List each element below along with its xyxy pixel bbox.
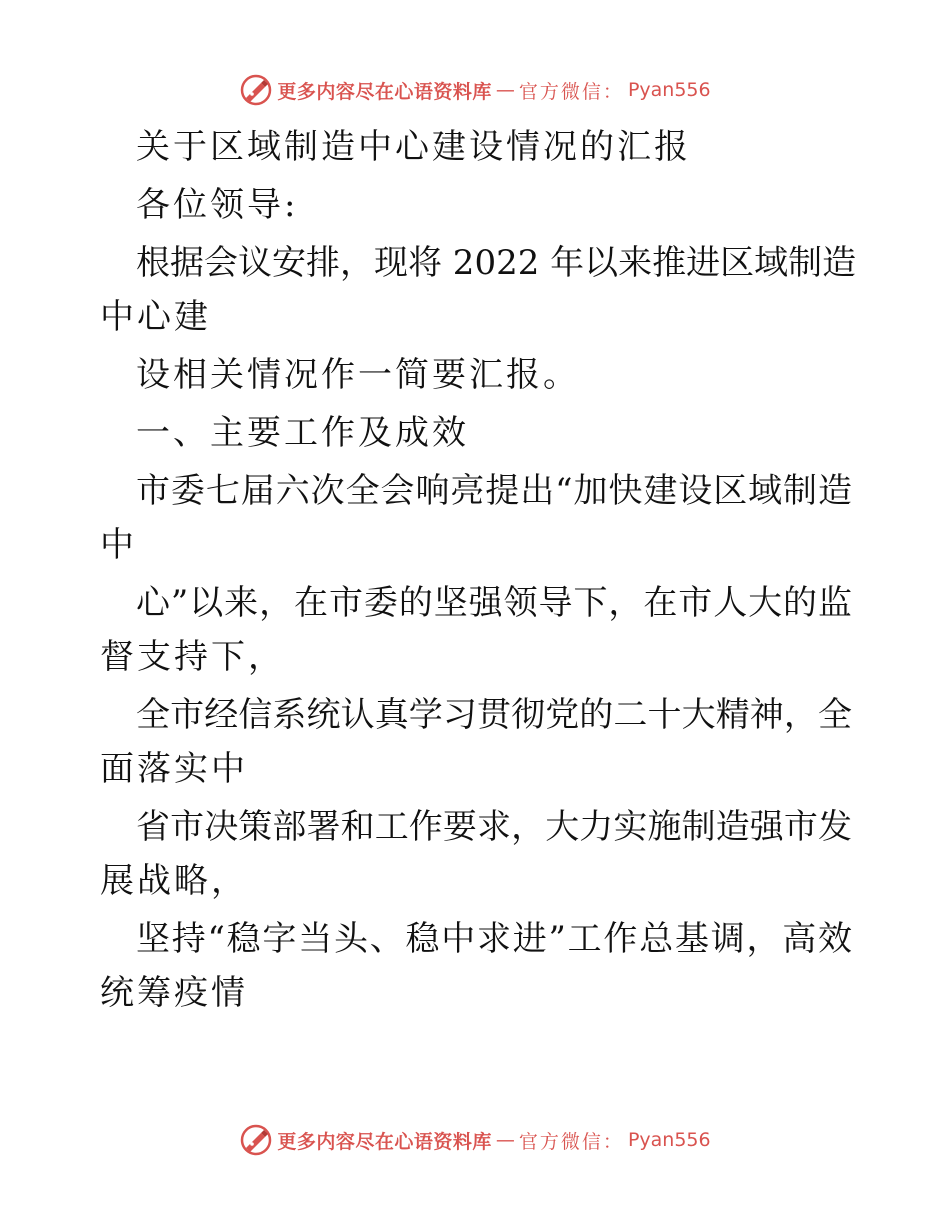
watermark-content — [239, 73, 710, 107]
watermark-site-text: 更多内容尽在心语资料库 — [277, 80, 492, 103]
paragraph-line: 中心建 — [100, 297, 211, 337]
salutation: 各位领导: — [136, 185, 299, 225]
watermark-dash: — — [495, 79, 515, 101]
paragraph-line: 全市经信系统认真学习贯彻党的二十大精神，全 — [136, 695, 852, 735]
paragraph-line: 展战略， — [100, 861, 248, 901]
paragraph-line: 设相关情况作一简要汇报。 — [136, 355, 580, 395]
paragraph-line: 统筹疫情 — [100, 973, 248, 1013]
watermark-wechat-label: 官方微信： — [518, 80, 624, 103]
watermark-banner-top — [0, 70, 950, 110]
section-heading: 一、主要工作及成效 — [136, 413, 469, 453]
watermark-wechat-id: Pyan556 — [627, 79, 711, 101]
watermark-banner-bottom — [0, 1120, 950, 1160]
paragraph-line: 面落实中 — [100, 749, 248, 789]
paragraph-line: 根据会议安排，现将 2022 年以来推进区域制造 — [136, 243, 857, 283]
paragraph-line: 中 — [100, 525, 137, 565]
paragraph-line: 坚持“稳字当头、稳中求进”工作总基调，高效 — [136, 919, 852, 959]
document-body — [100, 120, 857, 1020]
pen-logo-icon — [239, 1123, 273, 1157]
paragraph-line: 省市决策部署和工作要求，大力实施制造强市发 — [136, 807, 852, 847]
watermark-dash: — — [495, 1129, 515, 1151]
pen-logo-icon — [239, 73, 273, 107]
paragraph-line: 督支持下， — [100, 637, 285, 677]
watermark-content — [239, 1123, 710, 1157]
watermark-wechat-label: 官方微信： — [518, 1130, 624, 1153]
paragraph-line: 市委七届六次全会响亮提出“加快建设区域制造 — [136, 471, 852, 511]
watermark-wechat-id: Pyan556 — [627, 1129, 711, 1151]
document-title: 关于区域制造中心建设情况的汇报 — [136, 127, 691, 167]
paragraph-line: 心”以来，在市委的坚强领导下，在市人大的监 — [136, 583, 852, 623]
watermark-site-text: 更多内容尽在心语资料库 — [277, 1130, 492, 1153]
